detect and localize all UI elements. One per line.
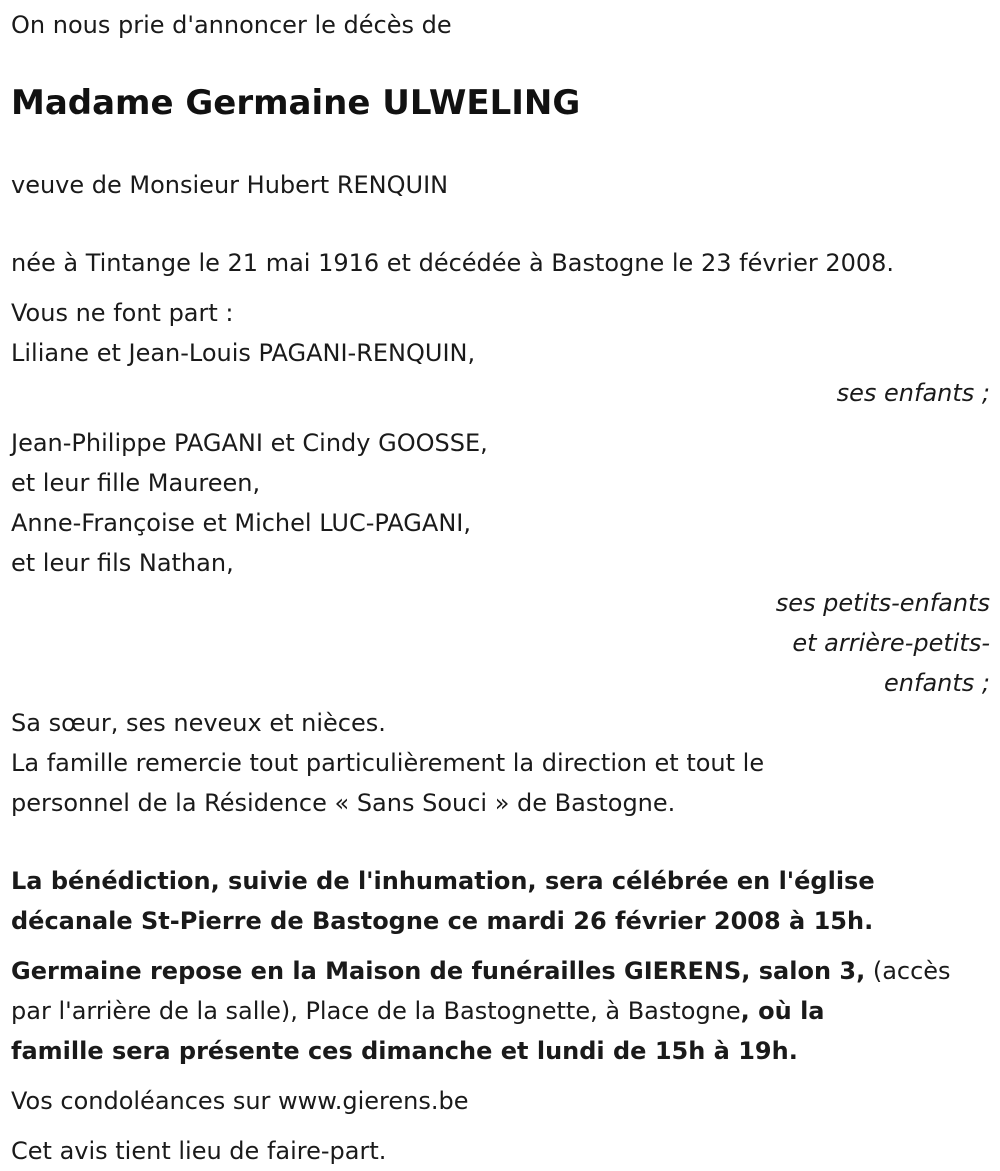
grandchildren-line: et leur fils Nathan, [11, 549, 234, 577]
grandchildren-line: Jean-Philippe PAGANI et Cindy GOOSSE, [11, 429, 488, 457]
siblings-text: Sa sœur, ses neveux et nièces. [11, 709, 386, 737]
ceremony-text: La bénédiction, suivie de l'inhumation, sera célébrée en l'église [11, 867, 875, 895]
repose-location: Germaine repose en la Maison de funérailles GIERENS, salon 3, [11, 957, 866, 985]
announce-intro: Vous ne font part : [11, 299, 234, 327]
repose-access: (accès [865, 957, 951, 985]
ceremony-text: décanale St-Pierre de Bastogne ce mardi 26 février 2008 à 15h. [11, 907, 874, 935]
repose-address: par l'arrière de la salle), Place de la Bastognette, à Bastogne [11, 997, 741, 1025]
deceased-name: Madame Germaine ULWELING [11, 83, 581, 123]
repose-line-1 [11, 951, 990, 991]
grandchildren-list [11, 423, 990, 583]
children-names: Liliane et Jean-Louis PAGANI-RENQUIN, [11, 339, 476, 367]
children-role: ses enfants ; [836, 379, 990, 407]
birth-death-text: née à Tintange le 21 mai 1916 et décédée à Bastogne le 23 février 2008. [11, 249, 895, 277]
intro-text: On nous prie d'annoncer le décès de [11, 11, 452, 39]
thanks-text: La famille remercie tout particulièrement la direction et tout le [11, 749, 765, 777]
obituary-notice [0, 5, 1000, 1171]
grandchildren-role-line: ses petits-enfants [775, 589, 990, 617]
condolences-text: Vos condoléances sur www.gierens.be [11, 1087, 469, 1115]
grandchildren-role-line: enfants ; [884, 669, 990, 697]
repose-family: , où la [740, 997, 825, 1025]
repose-line-3: famille sera présente ces dimanche et lundi de 15h à 19h. [11, 1037, 798, 1065]
widow-of-text: veuve de Monsieur Hubert RENQUIN [11, 171, 449, 199]
thanks-text: personnel de la Résidence « Sans Souci » de Bastogne. [11, 789, 676, 817]
grandchildren-role-line: et arrière-petits- [792, 629, 990, 657]
repose-line-2 [11, 991, 990, 1031]
grandchildren-line: Anne-Françoise et Michel LUC-PAGANI, [11, 509, 471, 537]
closing-text: Cet avis tient lieu de faire-part. [11, 1137, 387, 1165]
grandchildren-line: et leur fille Maureen, [11, 469, 261, 497]
grandchildren-role [11, 583, 990, 703]
